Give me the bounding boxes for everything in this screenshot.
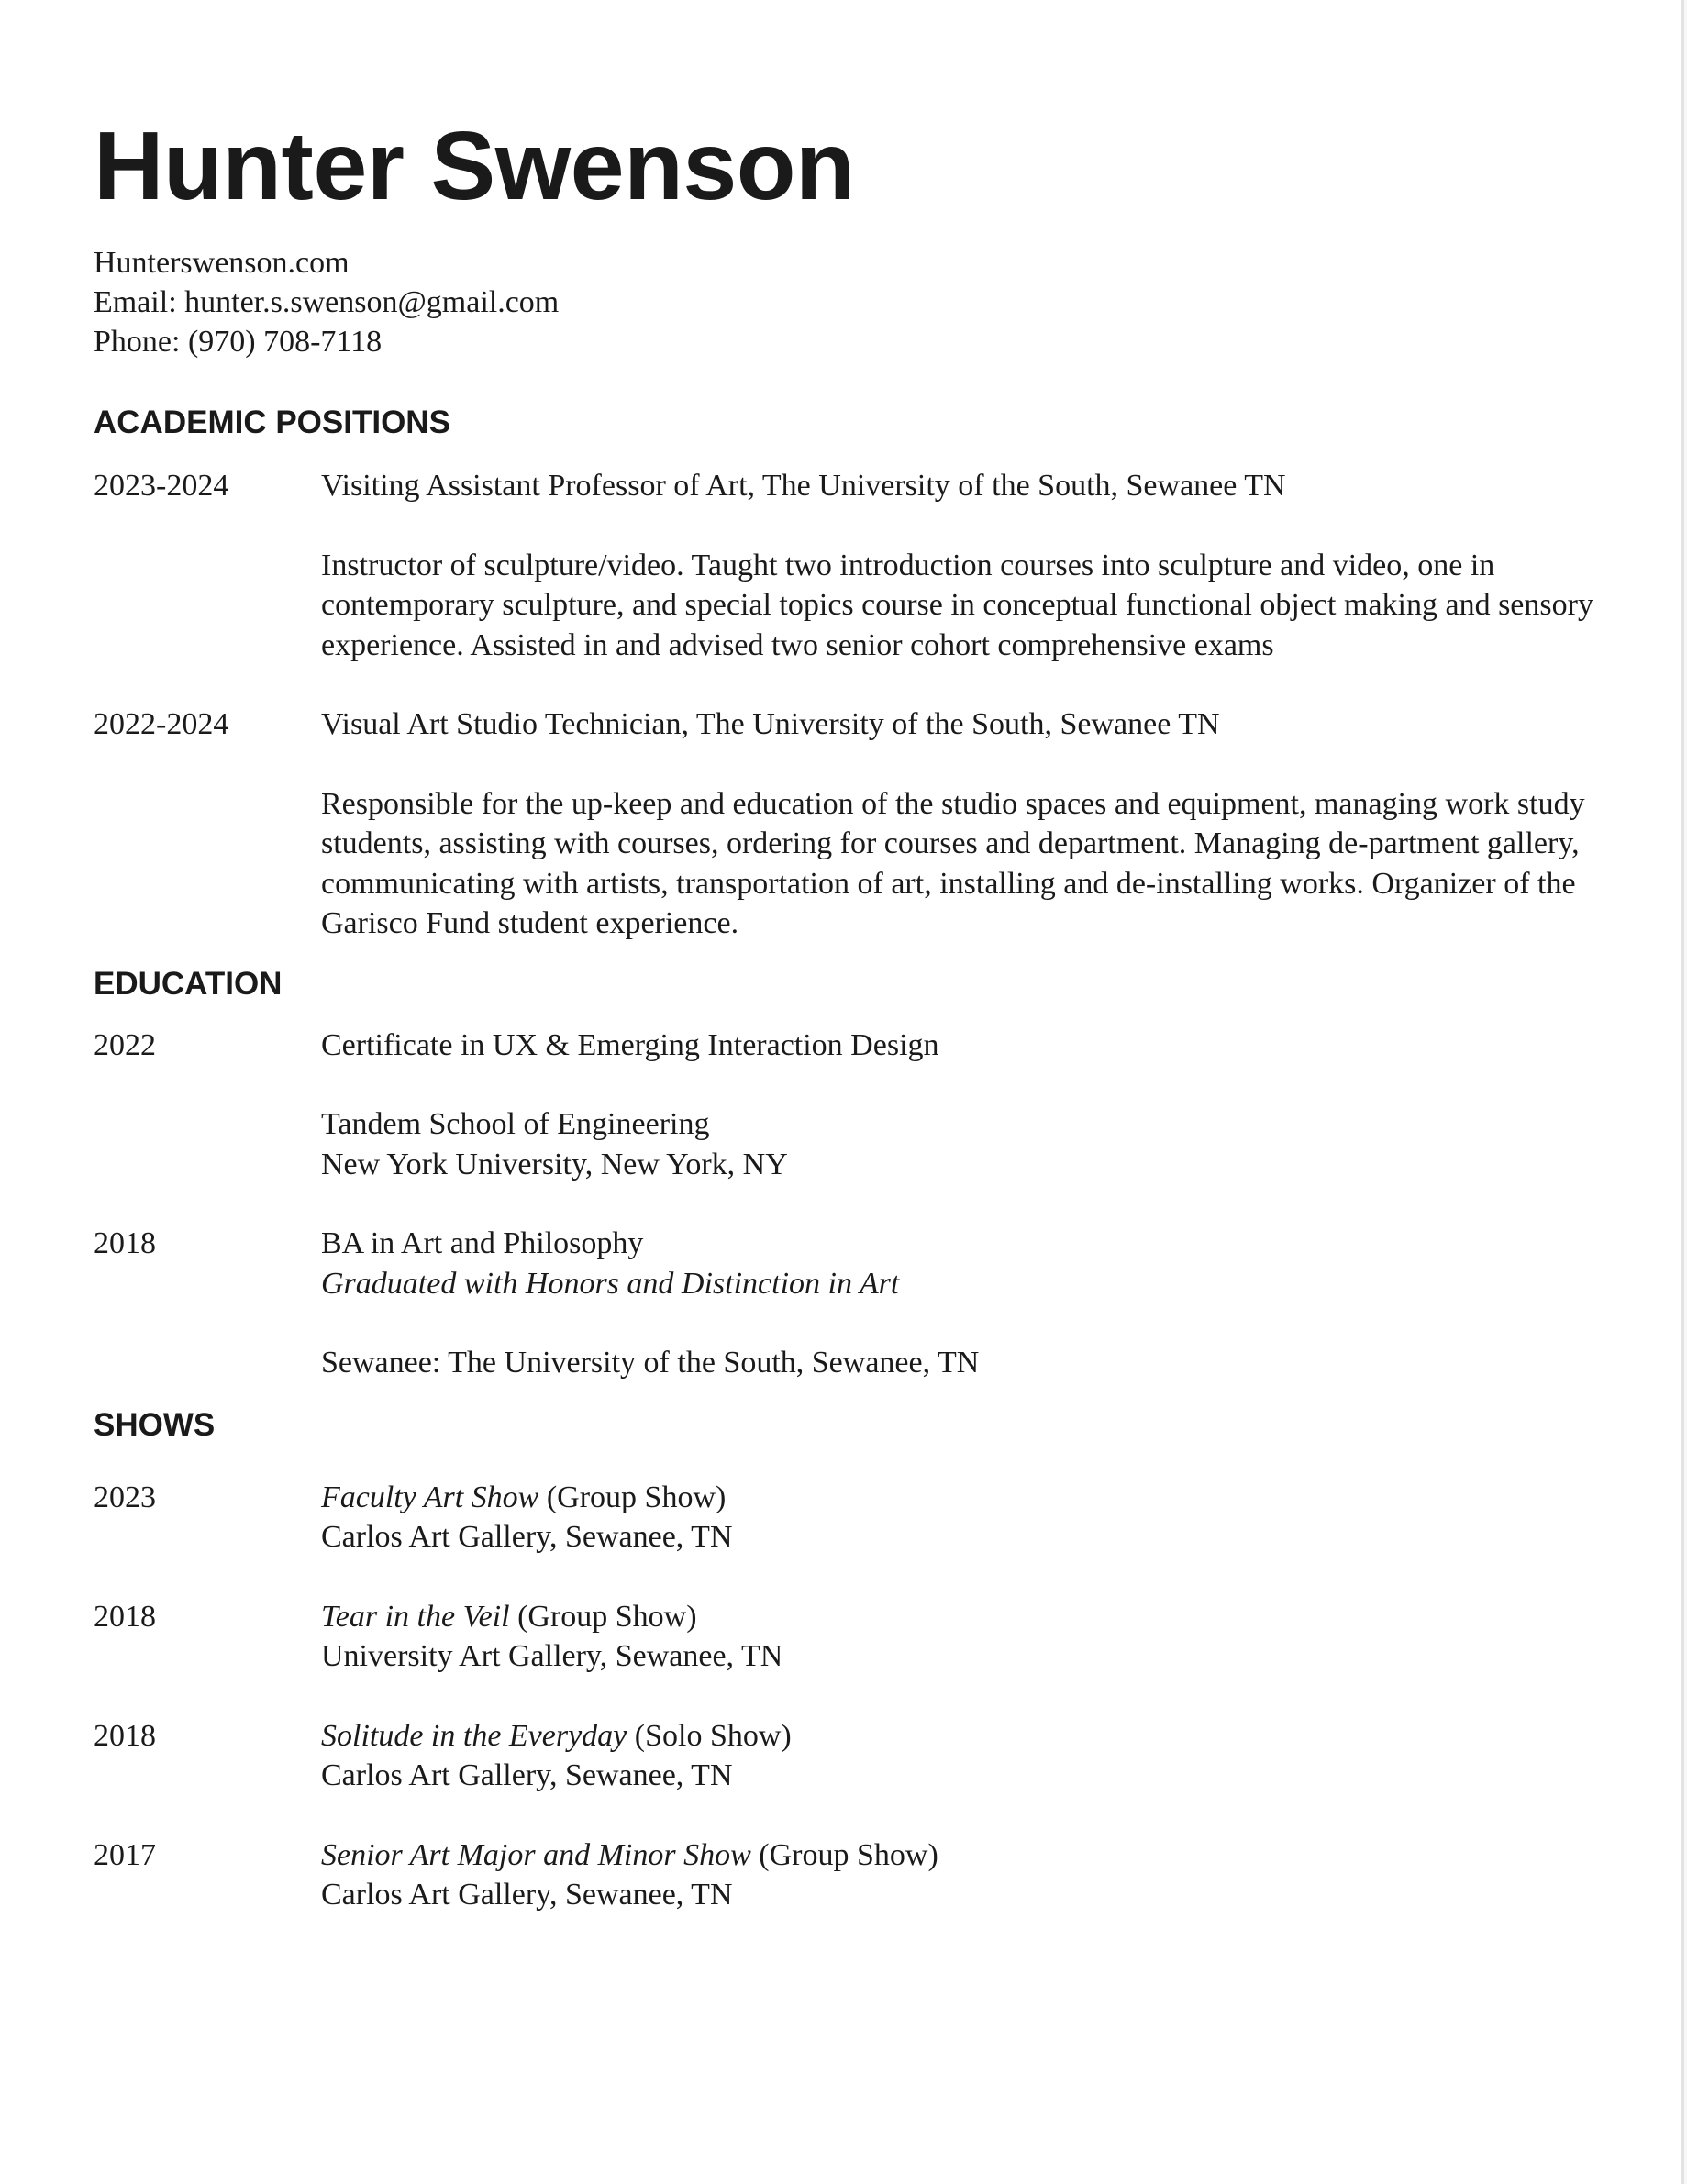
education-entry [94, 1224, 1598, 1383]
show-title: Tear in the Veil [321, 1599, 510, 1634]
school-name: Sewanee: The University of the South, Sewanee, TN [321, 1346, 980, 1380]
entry-year: 2017 [94, 1837, 156, 1872]
show-title: Faculty Art Show [321, 1480, 539, 1514]
entry-year: 2018 [94, 1599, 156, 1634]
show-line [321, 1478, 1598, 1518]
website-link[interactable]: Hunterswenson.com [94, 246, 350, 280]
show-type: (Group Show) [750, 1837, 938, 1872]
entry-body [321, 1025, 1598, 1185]
entry-body [321, 1224, 1598, 1383]
entry-body [321, 466, 1598, 665]
resume-name: Hunter Swenson [94, 112, 855, 220]
entry-year: 2022-2024 [94, 707, 229, 741]
phone-line: Phone: (970) 708-7118 [94, 325, 383, 359]
entry-body [321, 1835, 1598, 1915]
show-type: (Group Show) [509, 1599, 697, 1634]
show-title: Solitude in the Everyday [321, 1718, 627, 1753]
show-line [321, 1597, 1598, 1637]
entry-description: Responsible for the up-keep and education of the studio spaces and equipment, managing work study students, assisting with courses, ordering for courses and department. Managing de-partment gallery, communicating with artists, transportation of art, installing and de-installing works. Organizer of the Garisco Fund student experience. [321, 786, 1585, 940]
entry-year: 2023 [94, 1480, 156, 1514]
show-entry [94, 1835, 1598, 1915]
degree-title: BA in Art and Philosophy [321, 1226, 644, 1260]
section-heading-education: EDUCATION [94, 965, 283, 1002]
show-venue: Carlos Art Gallery, Sewanee, TN [321, 1878, 733, 1912]
entry-year: 2022 [94, 1027, 156, 1062]
entry-body [321, 1597, 1598, 1677]
show-line [321, 1716, 1598, 1757]
show-entry [94, 1597, 1598, 1677]
show-venue: University Art Gallery, Sewanee, TN [321, 1639, 783, 1673]
entry-year: 2023-2024 [94, 469, 229, 503]
section-heading-academic: ACADEMIC POSITIONS [94, 405, 450, 440]
school-name: Tandem School of Engineering [321, 1107, 710, 1141]
show-venue: Carlos Art Gallery, Sewanee, TN [321, 1520, 733, 1554]
school-location: New York University, New York, NY [321, 1147, 788, 1181]
entry-body [321, 1478, 1598, 1558]
show-venue: Carlos Art Gallery, Sewanee, TN [321, 1758, 733, 1792]
entry-year: 2018 [94, 1718, 156, 1753]
show-title: Senior Art Major and Minor Show [321, 1837, 751, 1872]
academic-entry [94, 704, 1598, 944]
section-heading-shows: SHOWS [94, 1406, 216, 1443]
entry-title: Visiting Assistant Professor of Art, The University of the South, Sewanee TN [321, 469, 1286, 503]
degree-honors: Graduated with Honors and Distinction in Art [321, 1266, 900, 1301]
education-entry [94, 1025, 1598, 1185]
entry-description: Instructor of sculpture/video. Taught two introduction courses into sculpture and video, one in contemporary sculpture, and special topics course in conceptual functional object making and sensory experience. Assisted in and advised two senior cohort comprehensive exams [321, 548, 1593, 662]
entry-title: Visual Art Studio Technician, The University of the South, Sewanee TN [321, 707, 1220, 741]
show-entry [94, 1716, 1598, 1796]
show-line [321, 1835, 1598, 1876]
resume-content [94, 112, 1598, 1915]
email-line[interactable]: Email: hunter.s.swenson@gmail.com [94, 285, 560, 319]
entry-body [321, 704, 1598, 944]
show-type: (Solo Show) [627, 1718, 792, 1753]
entry-year: 2018 [94, 1226, 156, 1260]
contact-block [94, 243, 1598, 361]
entry-body [321, 1716, 1598, 1796]
show-type: (Group Show) [538, 1480, 727, 1514]
show-entry [94, 1478, 1598, 1558]
degree-title: Certificate in UX & Emerging Interaction Design [321, 1027, 939, 1062]
academic-entry [94, 466, 1598, 665]
